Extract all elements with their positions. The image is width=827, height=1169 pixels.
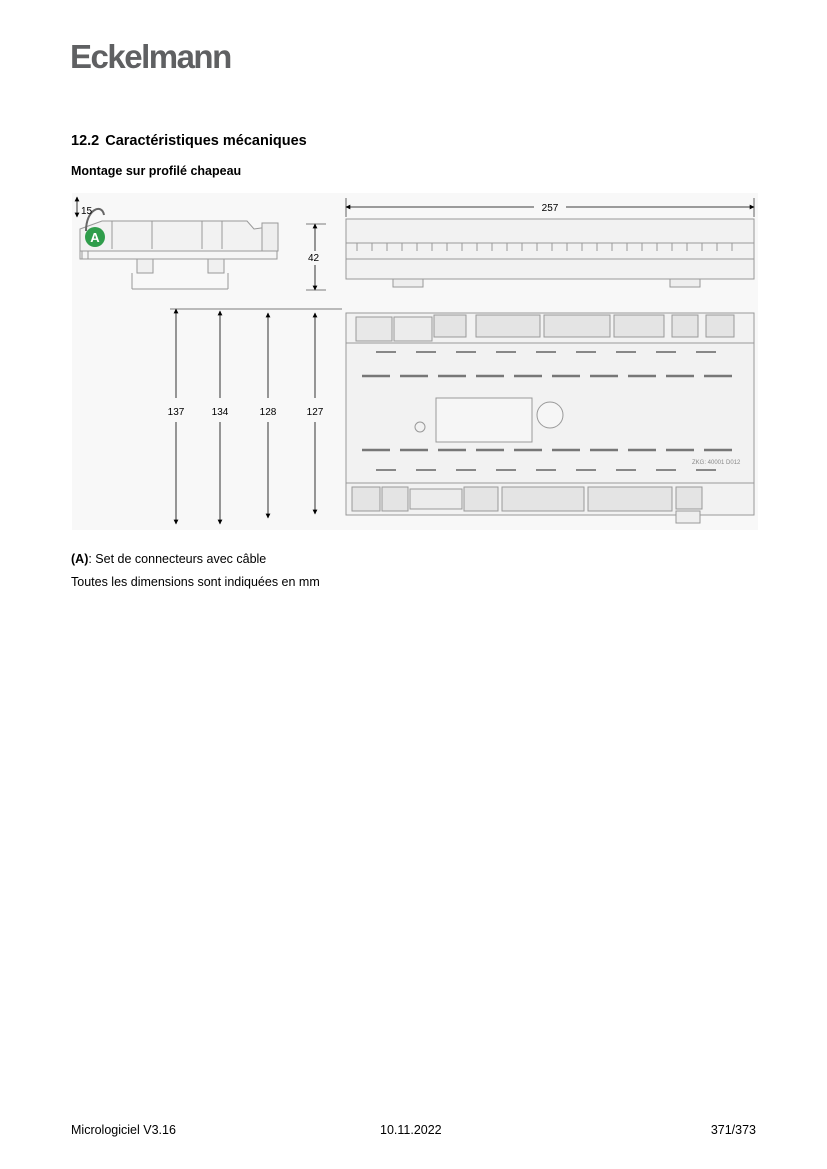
footer-date: 10.11.2022 [380,1123,442,1137]
caption-label: (A) [71,552,89,566]
dimension-134-label: 134 [211,407,229,418]
dimension-128-label: 128 [259,407,277,418]
dimension-42-label: 42 [308,253,320,264]
top-view [346,219,754,287]
caption-text: : Set de connecteurs avec câble [88,552,267,566]
front-view [346,313,754,523]
badge-a [85,227,105,247]
footer-firmware: Micrologiciel V3.16 [71,1123,176,1137]
badge-a-label: A [90,230,100,245]
dimension-257-label: 257 [541,203,559,214]
part-number-label: ZKG: 40001 D012 [692,460,741,466]
footer-page-number: 371/373 [710,1123,756,1137]
section-number: 12.2 [71,133,100,149]
subsection-heading: Montage sur profilé chapeau [71,164,242,178]
section-title: Caractéristiques mécaniques [105,133,307,149]
brand-logo: Eckelmann [70,38,231,75]
units-note: Toutes les dimensions sont indiquées en mm [71,575,320,589]
dimension-137-label: 137 [167,407,185,418]
section-heading [71,133,307,149]
dimension-15-label: 15 [81,206,93,217]
mechanical-drawing [72,193,758,530]
dimension-127-label: 127 [306,407,324,418]
figure-caption [71,552,266,566]
